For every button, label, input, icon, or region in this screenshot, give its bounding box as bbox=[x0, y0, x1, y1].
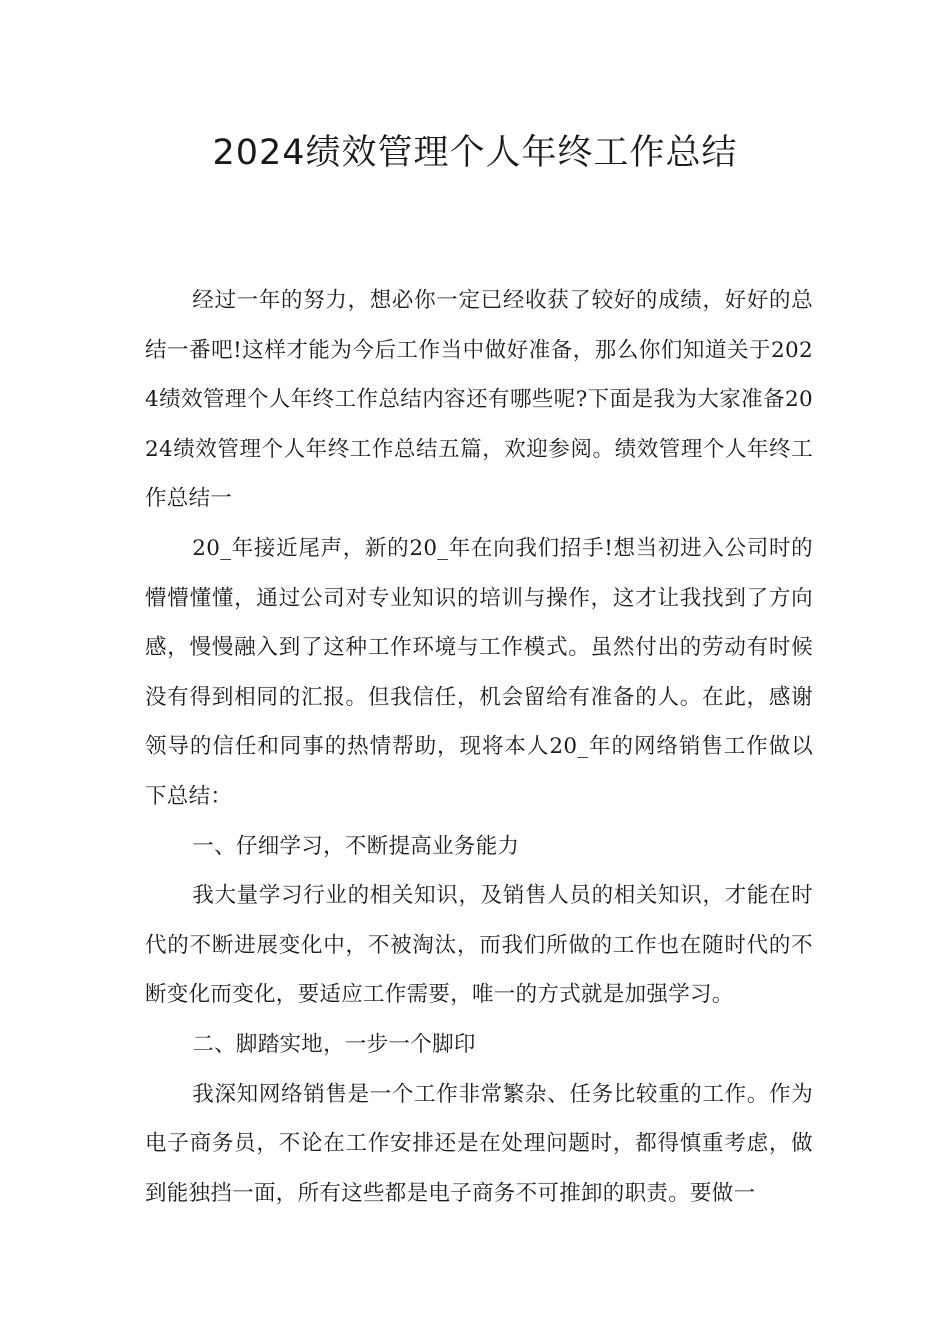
paragraph-steady: 我深知网络销售是一个工作非常繁杂、任务比较重的工作。作为电子商务员，不论在工作安排还是在处理问题时，都得慎重考虑，做到能独挡一面，所有这些都是电子商务不可推卸的职责。要做一 bbox=[145, 1081, 813, 1206]
paragraph-study: 我大量学习行业的相关知识，及销售人员的相关知识，才能在时代的不断进展变化中，不被淘汰，而我们所做的工作也在随时代的不断变化而变化，要适应工作需要，唯一的方式就是加强学习。 bbox=[145, 883, 813, 1008]
paragraph-year-end: 20_年接近尾声，新的20_年在向我们招手!想当初进入公司时的懵懵懂懂，通过公司对专业知识的培训与操作，这才让我找到了方向感，慢慢融入到了这种工作环境与工作模式。虽然付出的劳动有时候没有得到相同的汇报。但我信任，机会留给有准备的人。在此，感谢领导的信任和同事的热情帮助，现将本人20_年的网络销售工作做以下总结： bbox=[145, 535, 813, 809]
paragraph-intro: 经过一年的努力，想必你一定已经收获了较好的成绩，好好的总结一番吧!这样才能为今后工作当中做好准备，那么你们知道关于2024绩效管理个人年终工作总结内容还有哪些呢?下面是我为大家准备2024绩效管理个人年终工作总结五篇，欢迎参阅。绩效管理个人年终工作总结一 bbox=[145, 288, 813, 512]
section-heading-study: 一、仔细学习，不断提高业务能力 bbox=[192, 833, 520, 859]
document-body bbox=[145, 276, 813, 1218]
section-heading-steady: 二、脚踏实地，一步一个脚印 bbox=[192, 1031, 476, 1057]
document-title: 2024绩效管理个人年终工作总结 bbox=[212, 133, 738, 173]
